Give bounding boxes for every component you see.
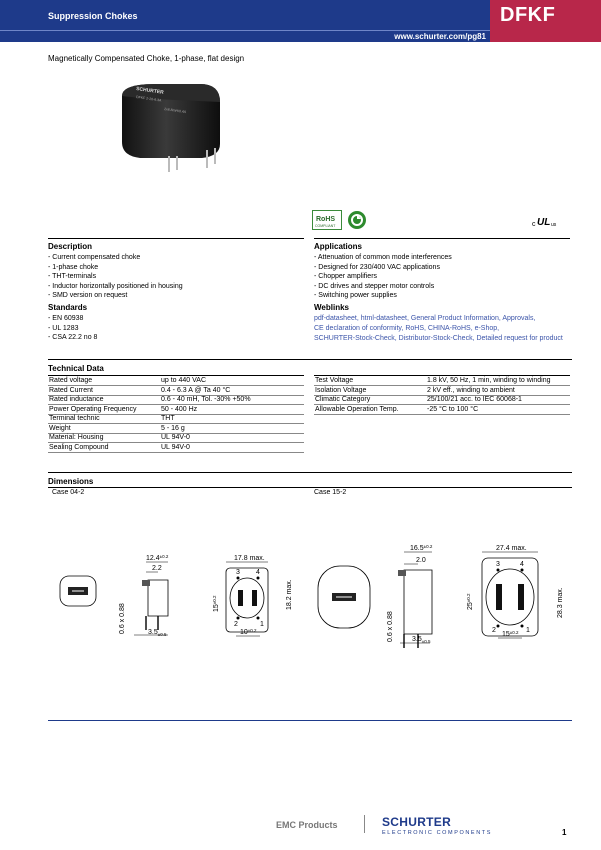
standards-list — [48, 314, 97, 343]
china-rohs-icon — [347, 210, 367, 230]
svg-text:15±0.2 — [502, 630, 519, 638]
applications-title: Applications — [314, 242, 363, 251]
case-2-pin-spacing-tol: ±0.2 — [509, 630, 519, 635]
footer-separator — [364, 815, 365, 833]
table-row — [48, 395, 304, 405]
table-row — [314, 376, 570, 386]
case-1-height-pins: 15 — [213, 604, 220, 612]
standards-item: - UL 1283 — [48, 324, 79, 332]
ul-c-text: c — [532, 221, 536, 228]
applications-item: - Designed for 230/400 VAC applications — [314, 263, 440, 271]
spec-label: Allowable Operation Temp. — [314, 405, 426, 415]
product-photo — [116, 78, 226, 178]
case-1-width-side: 12.4 — [146, 555, 160, 562]
standards-item: - EN 60938 — [48, 315, 84, 322]
schurter-logo — [382, 815, 492, 836]
page-subtitle: Magnetically Compensated Choke, 1-phase, flat design — [48, 54, 245, 63]
case-2-pin-1: 1 — [526, 627, 530, 634]
case-2-height-top: 28.3 max. — [557, 587, 564, 618]
case-1-pin-4: 4 — [256, 569, 260, 576]
case-2-pin-spacing: 15 — [502, 631, 510, 638]
weblink-distributor-stock-check[interactable]: Distributor-Stock-Check — [398, 335, 473, 342]
spec-label: Rated inductance — [48, 395, 160, 405]
technical-data-title: Technical Data — [48, 364, 104, 373]
spec-label: Rated voltage — [48, 376, 160, 386]
weblink-html-datasheet[interactable]: html-datasheet — [360, 315, 408, 322]
ul-recognized-icon — [532, 214, 562, 228]
case-2-width-side: 16.5 — [410, 545, 424, 552]
svg-text:25±0.2 — [466, 593, 474, 610]
weblink-china-rohs[interactable]: CHINA-RoHS — [427, 325, 471, 332]
case-1-pin-2: 2 — [234, 621, 238, 628]
description-item: - SMD version on request — [48, 292, 128, 300]
description-item: - THT-terminals — [48, 273, 97, 281]
table-row — [314, 386, 570, 396]
table-row — [48, 433, 304, 443]
footer-product-line: EMC Products — [276, 820, 338, 830]
spec-label: Terminal technic — [48, 414, 160, 424]
technical-data-left-table — [48, 376, 304, 453]
svg-text:3.5±0.5 — [148, 629, 167, 637]
ul-mark-text: UL — [537, 217, 551, 228]
page-number: 1 — [562, 828, 567, 837]
spec-value: THT — [160, 414, 304, 424]
spec-label: Power Operating Frequency — [48, 405, 160, 415]
spec-value: 1.8 kV, 50 Hz, 1 min, winding to winding — [426, 376, 570, 386]
description-item: - Current compensated choke — [48, 254, 141, 261]
description-title: Description — [48, 242, 93, 251]
product-marking-2: 2x6.8mH/0.4A — [163, 107, 187, 115]
header-divider — [0, 30, 490, 31]
spec-value: UL 94V-0 — [160, 443, 304, 453]
dimensions-title: Dimensions — [48, 477, 94, 486]
svg-text:15±0.2 — [212, 595, 220, 612]
rule-description — [48, 238, 304, 239]
spec-label: Rated Current — [48, 386, 160, 396]
table-row — [48, 376, 304, 386]
case-1-width-top: 17.8 max. — [234, 555, 265, 562]
case-2-height-pins: 25 — [467, 602, 474, 610]
case-1-pin-3: 3 — [236, 569, 240, 576]
rohs-logo-subtext: COMPLIANT — [315, 224, 336, 228]
case-1-pin-size: 0.6 x 0.88 — [119, 603, 126, 634]
case-1-pin-spacing-tol: ±0.2 — [247, 628, 257, 633]
spec-value: UL 94V-0 — [160, 433, 304, 443]
case-2-pitch: 3.5 — [412, 636, 422, 643]
rule-applications — [314, 238, 570, 239]
ul-us-text: us — [551, 222, 557, 228]
header-bar — [0, 0, 601, 42]
spec-label: Weight — [48, 424, 160, 434]
spec-label: Sealing Compound — [48, 443, 160, 453]
weblink-pdf-datasheet[interactable]: pdf-datasheet — [314, 315, 357, 322]
rohs-logo-text: RoHS — [316, 216, 336, 223]
applications-list — [314, 253, 452, 301]
standards-item: - CSA 22.2 no 8 — [48, 334, 98, 342]
case-1-drawing — [48, 540, 300, 650]
case-2-pin-4: 4 — [520, 561, 524, 568]
logo-subtitle: ELECTRONIC COMPONENTS — [382, 830, 492, 836]
weblink-detailed-request[interactable]: Detailed request for product — [476, 335, 563, 342]
case-2-pin-offset: 2.0 — [416, 557, 426, 564]
table-row — [48, 443, 304, 453]
weblink-approvals[interactable]: Approvals — [502, 315, 534, 322]
spec-label: Climatic Category — [314, 395, 426, 405]
rule-dimensions — [48, 472, 572, 473]
weblink-general-info[interactable]: General Product Information — [410, 315, 499, 322]
case-2-pin-size: 0.6 x 0.88 — [387, 611, 394, 642]
header-url[interactable]: www.schurter.com/pg81 — [394, 32, 486, 41]
case-1-pitch-tol: ±0.5 — [157, 632, 167, 637]
svg-text:12.4±0.2 — [146, 554, 169, 562]
description-item: - Inductor horizontally positioned in housing — [48, 282, 183, 290]
product-marking-1: DFKF 2-20-6.3A — [135, 95, 162, 103]
spec-label: Material: Housing — [48, 433, 160, 443]
description-item: - 1-phase choke — [48, 263, 99, 271]
weblinks-title: Weblinks — [314, 303, 349, 312]
table-row — [314, 405, 570, 415]
case-1-width-side-tol: ±0.2 — [159, 554, 169, 559]
spec-value: 0.6 - 40 mH, Tol. -30% +50% — [160, 395, 304, 405]
spec-value: -25 °C to 100 °C — [426, 405, 570, 415]
standards-title: Standards — [48, 303, 88, 312]
technical-data-right-table — [314, 376, 570, 415]
weblinks-list: pdf-datasheet, html-datasheet, General Product Information, Approvals, CE declaration of conformity, RoHS, CHINA-RoHS, e-Shop, SCHURTER-Stock-Check, Distributor-Stock-Check, Detailed request for product — [314, 315, 563, 342]
table-row — [48, 414, 304, 424]
case-2-drawing — [306, 538, 572, 658]
footer-divider — [48, 720, 572, 721]
logo-name: SCHURTER — [382, 815, 452, 829]
case-1-pitch: 3.5 — [148, 629, 158, 636]
case-1-height-pins-tol: ±0.2 — [212, 595, 217, 605]
svg-text:16.5±0.2 — [410, 544, 433, 552]
case-1-pin-offset: 2.2 — [152, 565, 162, 572]
product-code: DFKF — [500, 4, 556, 26]
applications-item: - Chopper amplifiers — [314, 273, 378, 281]
applications-item: - Switching power supplies — [314, 292, 397, 300]
description-list — [48, 253, 183, 301]
spec-value: 25/100/21 acc. to IEC 60068-1 — [426, 395, 570, 405]
table-row — [48, 386, 304, 396]
case-2-label: Case 15-2 — [314, 489, 347, 496]
product-brand-text: SCHURTER — [135, 86, 165, 96]
case-1-label: Case 04-2 — [52, 489, 85, 496]
case-2-width-side-tol: ±0.2 — [423, 544, 433, 549]
table-row — [48, 405, 304, 415]
applications-item: - Attenuation of common mode interferences — [314, 254, 452, 261]
case-2-height-pins-tol: ±0.2 — [466, 593, 471, 603]
case-2-width-top: 27.4 max. — [496, 545, 527, 552]
case-2-pitch-tol: ±0.5 — [421, 639, 431, 644]
table-row — [314, 395, 570, 405]
case-2-pin-2: 2 — [492, 627, 496, 634]
weblink-rohs[interactable]: RoHS — [405, 325, 424, 332]
header-category: Suppression Chokes — [48, 11, 138, 21]
case-1-pin-spacing: 10 — [240, 629, 248, 636]
spec-value: 2 kV eff., winding to ambient — [426, 386, 570, 396]
applications-item: - DC drives and stepper motor controls — [314, 282, 435, 290]
rohs-logo — [312, 210, 342, 230]
spec-value: up to 440 VAC — [160, 376, 304, 386]
spec-value: 0.4 - 6.3 A @ Ta 40 °C — [160, 386, 304, 396]
weblink-e-shop[interactable]: e-Shop — [474, 325, 498, 332]
svg-text:10±0.2 — [240, 628, 257, 636]
weblink-ce-declaration[interactable]: CE declaration of conformity — [314, 325, 402, 332]
case-1-pin-1: 1 — [260, 621, 264, 628]
rule-technical-data — [48, 359, 572, 360]
rule-dimensions-under — [48, 487, 572, 488]
weblink-stock-check[interactable]: SCHURTER-Stock-Check — [314, 335, 395, 342]
case-1-height-top: 18.2 max. — [286, 579, 293, 610]
table-row — [48, 424, 304, 434]
spec-value: 50 - 400 Hz — [160, 405, 304, 415]
svg-text:3.5±0.5 — [412, 636, 431, 644]
spec-label: Isolation Voltage — [314, 386, 426, 396]
spec-value: 5 - 16 g — [160, 424, 304, 434]
spec-label: Test Voltage — [314, 376, 426, 386]
case-2-pin-3: 3 — [496, 561, 500, 568]
